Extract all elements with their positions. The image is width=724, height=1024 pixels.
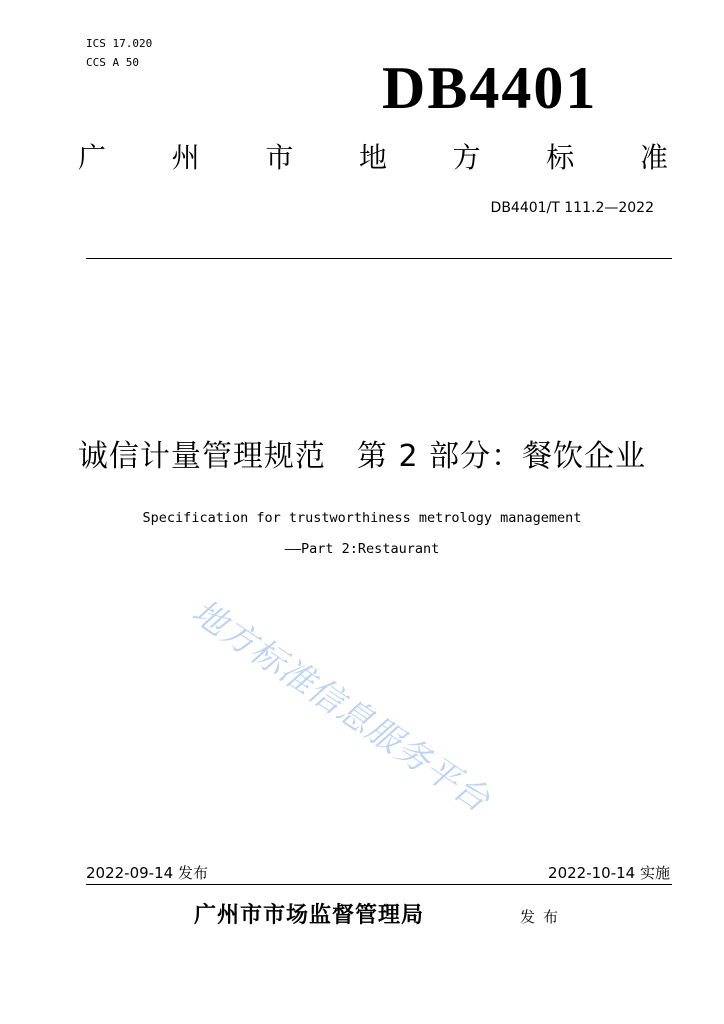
ccs-code: CCS A 50 [86,56,139,69]
standard-type-char: 广 [78,141,107,174]
standard-type-char: 地 [358,141,387,174]
standard-type-char: 州 [171,141,200,174]
issuing-authority: 广州市市场监督管理局 [194,903,425,928]
document-title-chinese: 诚信计量管理规范 第 2 部分：餐饮企业 [77,439,647,474]
release-date: 2022-09-14 发布 [86,864,208,882]
standard-code: DB4401/T 111.2—2022 [490,200,654,216]
standard-type-char: 方 [452,141,481,174]
ics-code: ICS 17.020 [86,37,153,50]
header-divider [86,258,672,259]
footer-divider [86,884,672,885]
watermark: 地方标准信息服务平台 [184,591,498,821]
standard-type-heading [78,140,668,176]
issue-label: 发布 [520,908,567,926]
document-subtitle-english: ——Part 2:Restaurant [284,541,440,557]
standard-type-char: 标 [546,141,575,174]
implementation-date: 2022-10-14 实施 [548,864,670,882]
standard-type-char: 市 [265,141,294,174]
document-title-english: Specification for trustworthiness metrology management [142,510,582,526]
standard-logo: DB4401 [382,55,598,121]
standard-type-char: 准 [639,141,668,174]
